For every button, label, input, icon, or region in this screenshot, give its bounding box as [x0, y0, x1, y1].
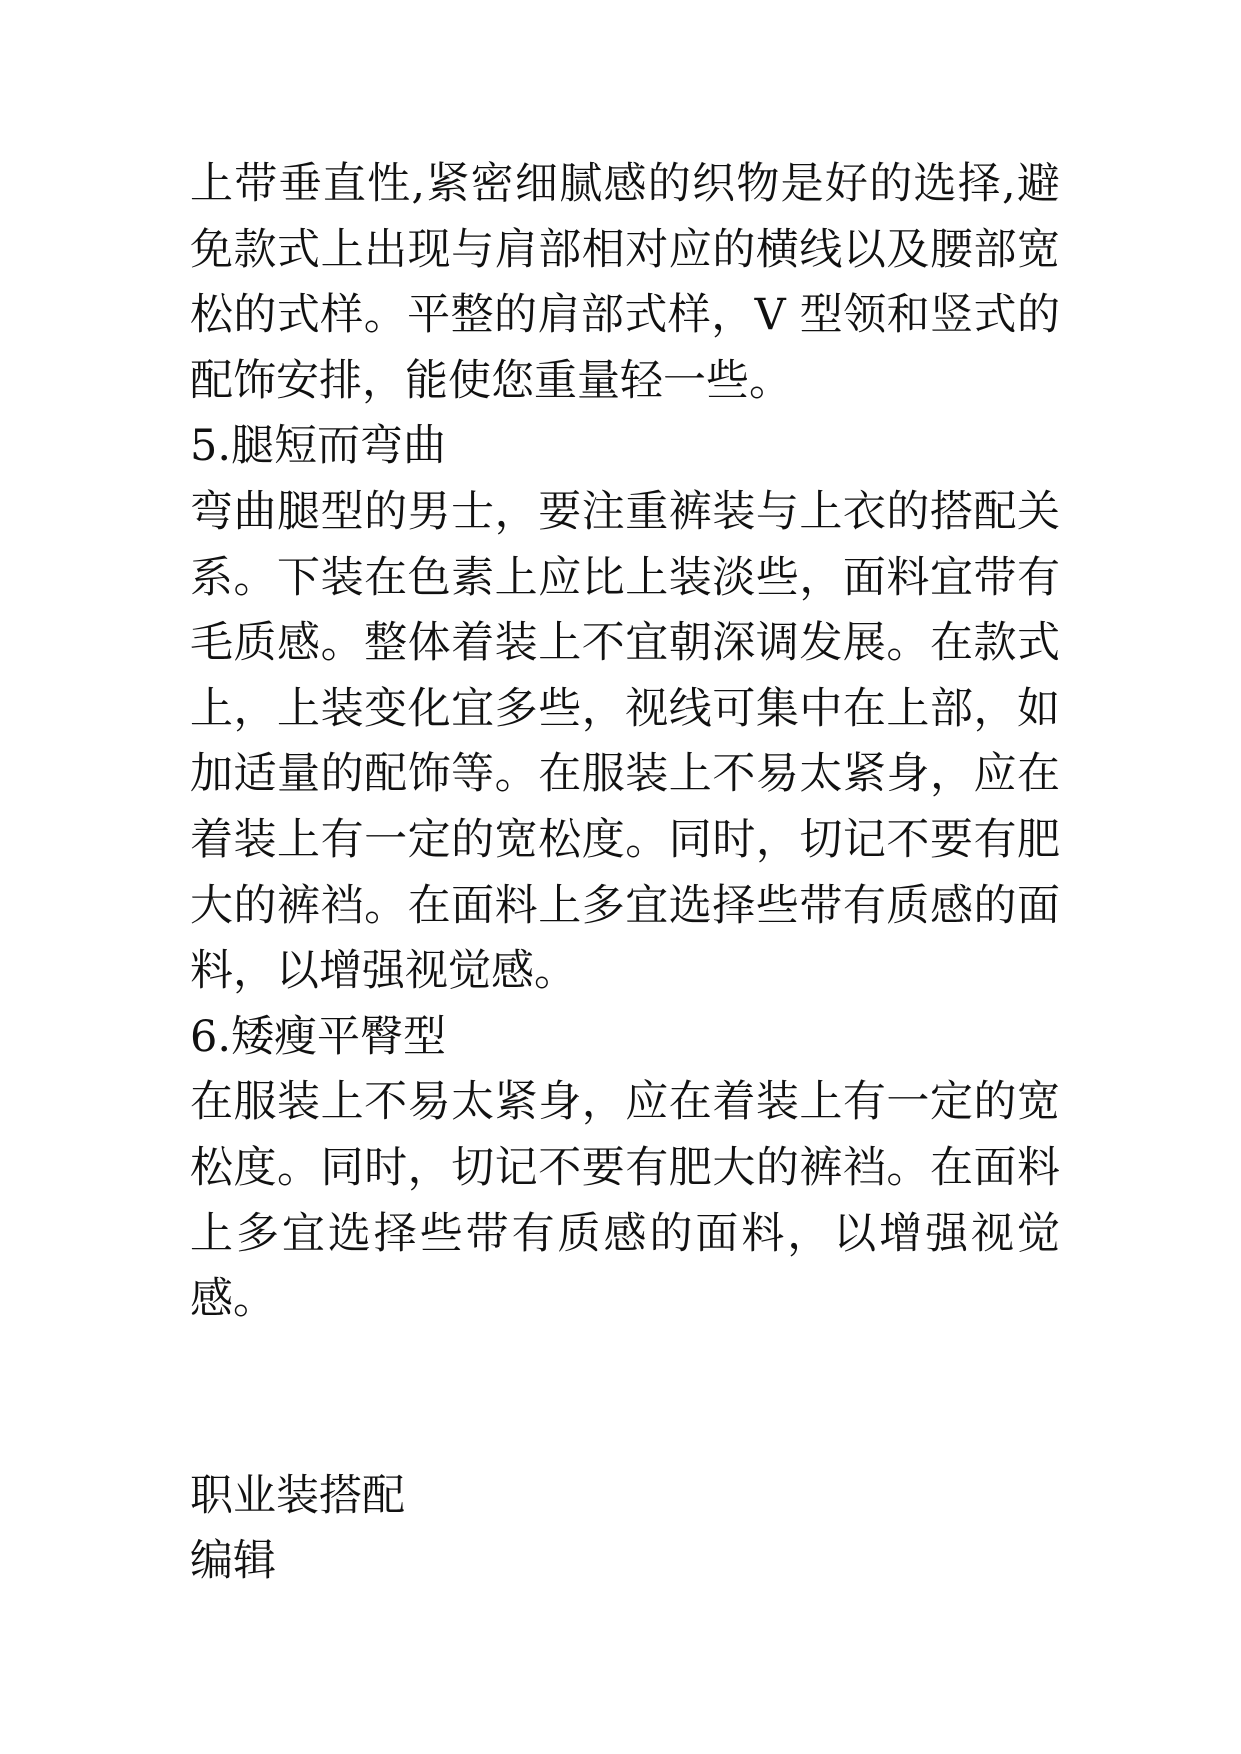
heading-short-curved-legs: 5.腿短而弯曲 [190, 421, 447, 472]
document-body [190, 152, 1060, 1595]
section-title: 职业装搭配 [190, 1470, 405, 1521]
paragraph-fabric-advice: 上带垂直性,紧密细腻感的织物是好的选择,避免款式上出现与肩部相对应的横线以及腰部宽松的式样。平整的肩部式样，V 型领和竖式的配饰安排，能使您重量轻一些。 [190, 159, 1060, 406]
section-spacer [190, 1333, 1060, 1464]
edit-link[interactable]: 编辑 [190, 1536, 276, 1587]
heading-short-thin-flat-hips: 6.矮瘦平臀型 [190, 1011, 447, 1062]
paragraph-curved-legs-advice: 弯曲腿型的男士，要注重裤装与上衣的搭配关系。下装在色素上应比上装淡些，面料宜带有毛质感。整体着装上不宜朝深调发展。在款式上，上装变化宜多些，视线可集中在上部，如加适量的配饰等。在服装上不易太紧身，应在着装上有一定的宽松度。同时，切记不要有肥大的裤裆。在面料上多宜选择些带有质感的面料，以增强视觉感。 [190, 486, 1060, 997]
paragraph-flat-hips-advice: 在服装上不易太紧身，应在着装上有一定的宽松度。同时，切记不要有肥大的裤裆。在面料上多宜选择些带有质感的面料，以增强视觉感。 [190, 1077, 1060, 1325]
